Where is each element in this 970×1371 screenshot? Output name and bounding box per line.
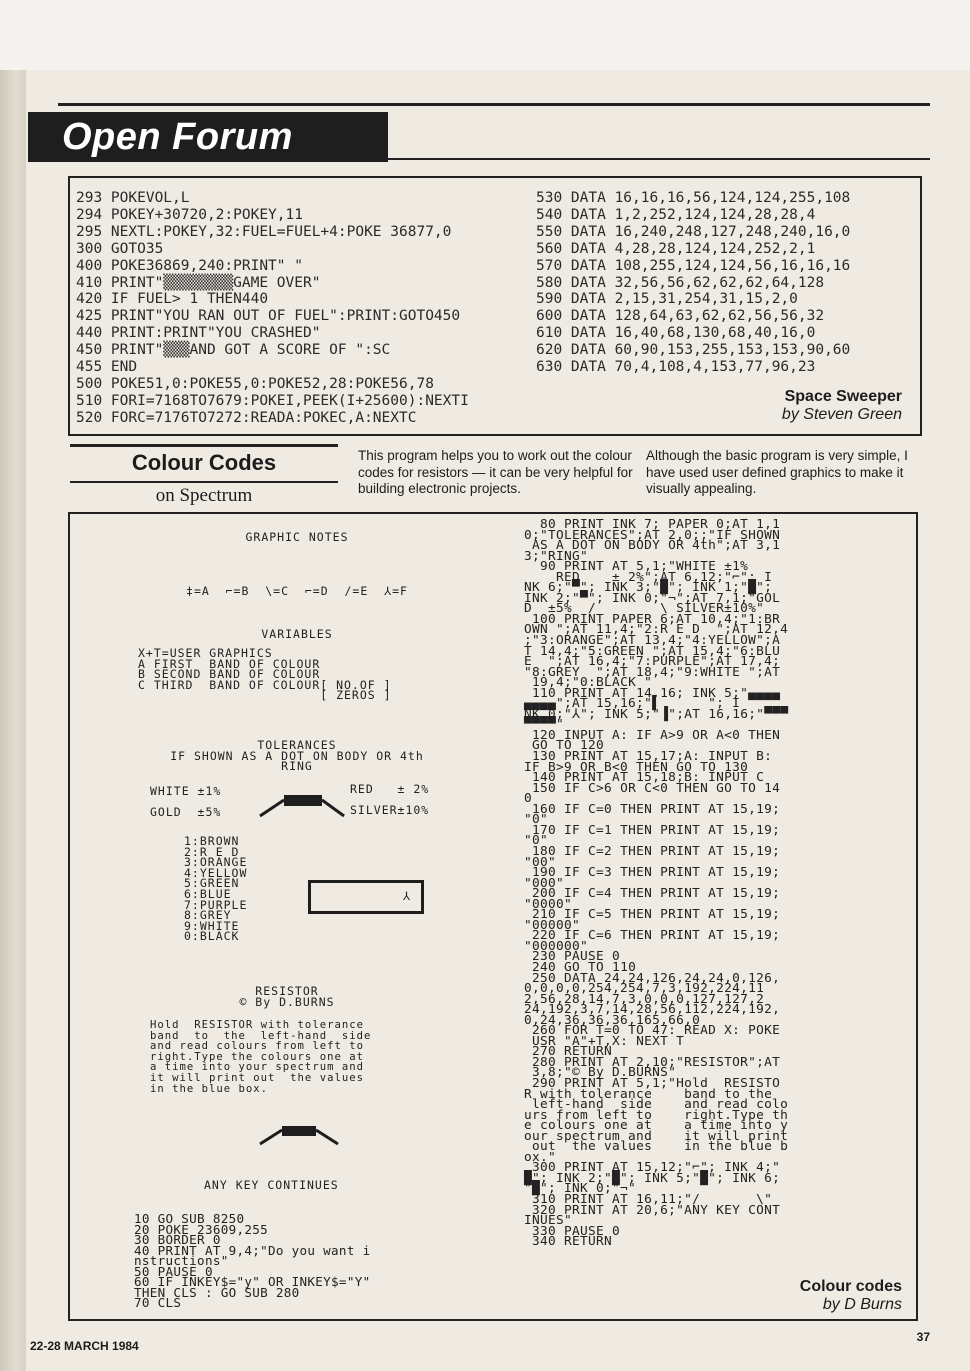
colour-codes-listing-box [68,512,918,1321]
header-underline [388,158,930,160]
credit-title: Space Sweeper [784,388,902,405]
code-line: 610 DATA 16,40,68,130,68,40,16,0 [536,325,816,342]
credit-author: by Steven Green [781,406,902,423]
code-line: 410 PRINT"▒▒▒▒▒▒▒▒GAME OVER" [76,274,321,291]
graphic-keys: ‡=A ⌐=B \=C ⌐=D /=E ⅄=F [186,584,408,598]
result-box [308,880,424,914]
scan-top-margin [0,0,970,70]
resistor-graphic-small [256,1124,342,1146]
space-sweeper-credit [782,388,902,424]
graphic-notes-heading: GRAPHIC NOTES [245,530,349,544]
colour-codes-credit [800,1278,902,1314]
code-line: 510 FORI=7168TO7679:POKEI,PEEK(I+25600):NEXTI [76,392,469,409]
code-line: 425 PRINT"YOU RAN OUT OF FUEL":PRINT:GOTO450 [76,308,461,325]
code-line: 630 DATA 70,4,108,4,153,77,96,23 [536,359,816,376]
code-line: 600 DATA 128,64,63,62,62,56,56,32 [536,308,825,325]
listing-start: 10 GO SUB 8250 20 POKE 23609,255 30 BORDER 0 40 PRINT AT 9,4;"Do you want i nstructions" 50 PAUSE 0 60 IF INKEY$="y" OR INKEY$="Y" THEN CLS : GO SUB 280 70 CLS [134,1211,371,1310]
code-line: 500 POKE51,0:POKE55,0:POKE52,28:POKE56,78 [76,375,434,392]
space-sweeper-listing-right [536,190,850,376]
code-line: 293 POKEVOL,L [76,190,190,206]
code-line: 570 DATA 108,255,124,124,56,16,16,16 [536,257,851,274]
article-title: Colour Codes [131,450,277,475]
tolerances-text: TOLERANCES IF SHOWN AS A DOT ON BODY OR 4th RING [170,738,424,773]
code-line: 530 DATA 16,16,16,56,124,124,255,108 [536,190,851,206]
space-sweeper-listing-box [68,176,922,436]
any-key-text: ANY KEY CONTINUES [204,1178,339,1192]
article-title-rule [70,481,338,483]
code-line: 550 DATA 16,240,248,127,248,240,16,0 [536,223,851,240]
article-rule [70,444,338,447]
code-line: 300 GOTO35 [76,240,164,257]
issue-date: 22-28 MARCH 1984 [30,1339,139,1353]
code-line: 450 PRINT"▒▒▒AND GOT A SCORE OF ":SC [76,342,391,359]
section-title: Open Forum [62,116,293,158]
colour-list: 1:BROWN 2:R E D 3:ORANGE 4:YELLOW 5:GREEN 6:BLUE 7:PURPLE 8:GREY 9:WHITE 0:BLACK [184,834,248,944]
resistor-graphic [256,792,348,818]
variables-heading: VARIABLES [261,627,333,641]
code-line: 400 POKE36869,240:PRINT" " [76,257,303,274]
code-line: 420 IF FUEL> 1 THEN440 [76,291,269,308]
page-spine [0,70,26,1371]
page-number: 37 [916,1330,930,1344]
article-subtitle: on Spectrum [155,485,253,506]
intro-right: Although the basic program is very simple, I have used user defined graphics to make it visually appealing. [646,448,908,496]
code-line: 590 DATA 2,15,31,254,31,15,2,0 [536,291,798,308]
variables-text: X+T=USER GRAPHICS A FIRST BAND OF COLOUR B SECOND BAND OF COLOUR C THIRD BAND OF COLOUR[ NO.OF ] [ ZEROS ] [138,646,392,702]
colour-codes-listing-right: 80 PRINT INK 7; PAPER 0;AT 1,1 0;"TOLERANCES";AT 2,0;;"IF SHOWN AS A DOT ON BODY OR 4th";AT 3,1 3;"RING" 90 PRINT AT 5,1;"WHITE ±1% RED ± 2%";AT 6,12;"⌐"; I NK 6;"▀"; INK 3;"█"; INK 1;"█"; INK 2;"▀"; INK 0;"¬";AT 7,1;"GOL D ±5% / \ SILVER±10%" 100 PRINT PAPER 6;AT 10,4;"1:BR OWN ";AT 11,4;"2:R E D ";AT 12,4 ;"3:ORANGE";AT 13,4;"4:YELLOW";A T 14,4;"5:GREEN ";AT 15,4;"6:BLU E ";AT 16,4;"7:PURPLE";AT 17,4; "8:GREY ";AT 18,4;"9:WHITE ";AT 19,4;"0:BLACK " 110 PRINT AT 14,16; INK 5;"▄▄▄▄ ▄▄▄▄";AT 15,16;"▌ "; I NK 0;"⅄"; INK 5;"▐";AT 16,16;"▀▀▀ ▀▀▀▀" 120 INPUT A: IF A>9 OR A<0 THEN GO TO 120 130 PRINT AT 15,17;A: INPUT B: IF B>9 OR B<0 THEN GO TO 130 140 PRINT AT 15,18;B: INPUT C 150 IF C>6 OR C<0 THEN GO TO 14 0 160 IF C=0 THEN PRINT AT 15,19; "0" 170 IF C=1 THEN PRINT AT 15,19; "0" 180 IF C=2 THEN PRINT AT 15,19; "00" 190 IF C=3 THEN PRINT AT 15,19; "000" 200 IF C=4 THEN PRINT AT 15,19; "0000" 210 IF C=5 THEN PRINT AT 15,19; "00000" 220 IF C=6 THEN PRINT AT 15,19; "000000" 230 PAUSE 0 240 GO TO 110 250 DATA 24,24,126,24,24,0,126, 0,0,0,0,254,254,7,3,192,224,11 2,56,28,14,7,3,0,0,0,127,127,2 24,192,3,7,14,28,56,112,224,192, 0,24,36,36,36,165,66,0 260 FOR T=0 TO 47: READ X: POKE USR "A"+T,X: NEXT T 270 RETURN 280 PRINT AT 2,10;"RESISTOR";AT 3,8;"© By D.BURNS" 290 PRINT AT 5,1;"Hold RESISTO R with tolerance band to the left-hand side and read colo urs from left to right.Type th e colours one at a time into y our spectrum and it will print out the values in the blue b ox." 300 PRINT AT 15,12;"⌐"; INK 4;" █"; INK 2;"█"; INK 5;"█"; INK 6; "█"; INK 0;"¬" 310 PRINT AT 16,11;"/ \" 320 PRINT AT 20,6;"ANY KEY CONT INUES" 330 PAUSE 0 340 RETURN [524,517,789,1250]
instructions-text: Hold RESISTOR with tolerance band to the left-hand side and read colours from left to right.Type the colours one at a time into your spectrum and it will print out the values in the blue box. [150,1019,372,1095]
result-box-glyph: ⅄ [402,889,411,903]
tolerance-red: RED ± 2% [350,782,430,796]
credit-title: Colour codes [799,1278,902,1295]
code-line: 620 DATA 60,90,153,255,153,153,90,60 [536,342,851,359]
code-line: 455 END [76,359,138,376]
tolerance-silver: SILVER±10% [350,803,430,817]
code-line: 580 DATA 32,56,56,62,62,62,64,128 [536,274,825,291]
tolerance-gold: GOLD ±5% [150,805,222,819]
code-line: 560 DATA 4,28,28,124,124,252,2,1 [536,240,816,257]
credit-author: by D Burns [822,1296,902,1313]
code-line: 520 FORC=7176TO7272:READA:POKEC,A:NEXTC [76,409,417,426]
tolerance-white: WHITE ±1% [150,784,222,798]
resistor-title: RESISTOR © By D.BURNS [239,984,335,1009]
code-line: 294 POKEY+30720,2:POKEY,11 [76,206,303,223]
intro-left: This program helps you to work out the colour codes for resistors — it can be very helpful for building electronic projects. [358,448,633,496]
code-line: 440 PRINT:PRINT"YOU CRASHED" [76,325,321,342]
section-header [28,112,388,162]
code-line: 540 DATA 1,2,252,124,124,28,28,4 [536,206,816,223]
code-line: 295 NEXTL:POKEY,32:FUEL=FUEL+4:POKE 36877,0 [76,223,452,240]
space-sweeper-listing-left [76,190,469,427]
top-rule [58,103,930,106]
